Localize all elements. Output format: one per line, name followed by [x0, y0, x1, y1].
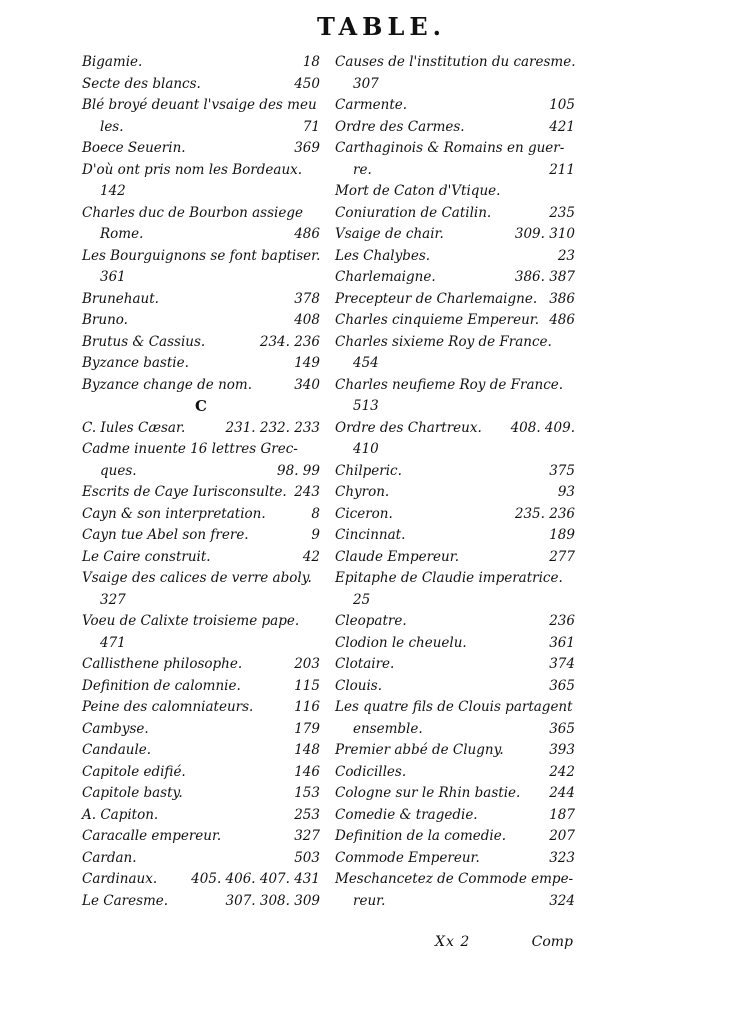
entry-text: les. [100, 118, 124, 135]
entry-page: 327 [100, 591, 126, 608]
entry-page: 71 [302, 118, 320, 135]
entry-page: 471 [100, 634, 126, 651]
entry-text: Les Chalybes. [335, 247, 431, 264]
entry-page: 203 [294, 656, 320, 672]
entry-text: Cadme inuente 16 lettres Grec- [82, 441, 298, 457]
index-entry [335, 762, 575, 784]
entry-text: Cambyse. [82, 720, 149, 737]
index-entry [335, 740, 575, 762]
entry-text: Epitaphe de Claudie imperatrice. [335, 570, 563, 586]
index-entry [82, 740, 320, 762]
entry-text: Vsaige des calices de verre aboly. [82, 570, 312, 586]
entry-text: C. Iules Cæsar. [82, 419, 186, 436]
index-entry [82, 891, 320, 913]
entry-text: Chilperic. [335, 462, 402, 479]
index-entry [335, 461, 575, 483]
index-entry [82, 482, 320, 504]
entry-text: Charles neufieme Roy de France. [335, 376, 564, 393]
index-entry [82, 633, 320, 655]
entry-text: Blé broyé deuant l'vsaige des meu [82, 97, 317, 113]
entry-text: Meschancetez de Commode empe- [335, 871, 574, 887]
index-entry [335, 805, 575, 827]
index-entry [335, 138, 575, 160]
entry-page: 405. 406. 407. 431 [191, 871, 320, 887]
entry-text: Claude Empereur. [335, 548, 459, 565]
entry-text: Cologne sur le Rhin bastie. [335, 785, 521, 801]
entry-page: 309. 310 [514, 226, 575, 242]
entry-page: 277 [549, 548, 575, 565]
index-entry [82, 590, 320, 612]
index-entry [335, 719, 575, 741]
entry-page: 408. 409. [510, 419, 575, 436]
entry-text: Capitole basty. [82, 785, 183, 801]
entry-text: Brunehaut. [82, 290, 159, 307]
entry-page: 179 [294, 720, 320, 737]
entry-text: reur. [353, 892, 386, 909]
entry-page: 93 [557, 484, 575, 500]
entry-text: Boece Seuerin. [82, 140, 186, 156]
index-entry [335, 375, 575, 397]
entry-page: 327 [294, 828, 320, 844]
entry-text: Clotaire. [335, 656, 395, 672]
index-entry [335, 869, 575, 891]
entry-text: Premier abbé de Clugny. [335, 742, 504, 758]
index-entry [82, 783, 320, 805]
entry-page: 421 [549, 118, 575, 135]
entry-page: 365 [549, 677, 575, 694]
entry-page: 25 [353, 591, 371, 608]
index-entry [82, 267, 320, 289]
entry-page: 323 [549, 849, 575, 866]
entry-page: 142 [100, 183, 126, 199]
entry-page: 242 [549, 763, 575, 780]
index-entry [82, 568, 320, 590]
section-letter [82, 396, 320, 418]
entry-page: 105 [549, 97, 575, 113]
entry-page: 408 [294, 312, 320, 328]
signature-mark: Xx 2 [435, 934, 471, 950]
entry-page: 235. 236 [514, 505, 575, 522]
entry-page: 378 [294, 290, 320, 307]
entry-page: 115 [294, 677, 320, 694]
index-entry [82, 181, 320, 203]
entry-page: 307 [353, 75, 379, 92]
entry-page: 243 [294, 484, 320, 500]
index-entry [82, 375, 320, 397]
entry-text: Coniuration de Catilin. [335, 204, 492, 221]
index-entry [82, 310, 320, 332]
entry-page: 149 [294, 355, 320, 371]
entry-text: Byzance bastie. [82, 355, 189, 371]
entry-text: Clouis. [335, 677, 383, 694]
index-entry [82, 95, 320, 117]
index-entry [82, 117, 320, 139]
entry-text: Cardinaux. [82, 871, 158, 887]
entry-page: 23 [557, 247, 575, 264]
index-entry [335, 246, 575, 268]
index-entry [335, 267, 575, 289]
entry-text: Byzance change de nom. [82, 376, 253, 393]
index-entry [335, 396, 575, 418]
entry-text: Vsaige de chair. [335, 226, 444, 242]
index-entry [335, 310, 575, 332]
entry-text: Carmente. [335, 97, 408, 113]
entry-page: 361 [549, 634, 575, 651]
entry-text: Definition de calomnie. [82, 677, 241, 694]
entry-text: Cardan. [82, 849, 137, 866]
entry-text: Caracalle empereur. [82, 828, 222, 844]
index-entry [335, 418, 575, 440]
entry-page: 153 [294, 785, 320, 801]
entry-text: Candaule. [82, 742, 152, 758]
index-entry [335, 654, 575, 676]
entry-text: Ordre des Chartreux. [335, 419, 482, 436]
index-entry [335, 826, 575, 848]
entry-page: 253 [294, 806, 320, 823]
index-entry [82, 805, 320, 827]
index-entry [82, 353, 320, 375]
entry-page: 235 [549, 204, 575, 221]
entry-text: re. [353, 161, 372, 178]
entry-text: D'où ont pris nom les Bordeaux. [82, 161, 303, 178]
index-entry [335, 547, 575, 569]
index-entry [335, 332, 575, 354]
entry-text: Les Bourguignons se font baptiser. [82, 247, 321, 264]
left-column [82, 52, 320, 912]
entry-text: Precepteur de Charlemaigne. [335, 290, 538, 307]
index-entry [335, 181, 575, 203]
entry-page: 513 [353, 398, 379, 414]
entry-page: 374 [549, 656, 575, 672]
index-entry [335, 676, 575, 698]
index-entry [82, 654, 320, 676]
entry-page: 189 [549, 527, 575, 543]
entry-page: 386. 387 [514, 269, 575, 285]
entry-page: 393 [549, 742, 575, 758]
entry-text: Causes de l'institution du caresme. [335, 54, 576, 70]
entry-text: Rome. [100, 226, 144, 242]
index-entry [335, 848, 575, 870]
entry-text: Charlemaigne. [335, 269, 436, 285]
entry-page: 410 [353, 441, 379, 457]
index-entry [335, 95, 575, 117]
index-entry [82, 697, 320, 719]
entry-page: 231. 232. 233 [225, 419, 320, 436]
index-entry [82, 525, 320, 547]
entry-text: Cleopatre. [335, 613, 407, 629]
entry-page: 244 [549, 785, 575, 801]
entry-text: Escrits de Caye Iurisconsulte. [82, 484, 287, 500]
index-entry [82, 246, 320, 268]
index-entry [335, 203, 575, 225]
entry-page: 236 [549, 613, 575, 629]
index-entry [82, 439, 320, 461]
index-entry [335, 160, 575, 182]
index-entry [82, 611, 320, 633]
entry-text: C [195, 397, 207, 415]
entry-text: Secte des blancs. [82, 75, 201, 92]
entry-text: Peine des calomniateurs. [82, 699, 254, 715]
entry-page: 454 [353, 355, 379, 371]
entry-page: 386 [549, 290, 575, 307]
entry-text: Le Caire construit. [82, 548, 211, 565]
index-entry [82, 719, 320, 741]
index-entry [335, 633, 575, 655]
index-entry [335, 439, 575, 461]
index-entry [82, 289, 320, 311]
entry-text: Charles sixieme Roy de France. [335, 333, 552, 350]
entry-page: 486 [294, 226, 320, 242]
entry-page: 369 [294, 140, 320, 156]
index-entry [335, 289, 575, 311]
entry-page: 450 [294, 75, 320, 92]
index-entry [335, 568, 575, 590]
entry-text: Voeu de Calixte troisieme pape. [82, 613, 300, 629]
entry-text: Les quatre fils de Clouis partagent [335, 699, 573, 715]
index-entry [335, 74, 575, 96]
entry-page: 361 [100, 269, 126, 285]
index-entry [82, 676, 320, 698]
entry-text: Clodion le cheuelu. [335, 634, 467, 651]
entry-text: Bigamie. [82, 54, 143, 70]
entry-text: Callisthene philosophe. [82, 656, 243, 672]
entry-page: 486 [549, 312, 575, 328]
entry-page: 307. 308. 309 [225, 892, 320, 909]
index-entry [335, 482, 575, 504]
index-entry [82, 332, 320, 354]
entry-text: Brutus & Cassius. [82, 333, 206, 350]
entry-page: 503 [294, 849, 320, 866]
index-entry [82, 418, 320, 440]
entry-text: Definition de la comedie. [335, 828, 506, 844]
index-entry [82, 547, 320, 569]
index-entry [335, 52, 575, 74]
entry-text: Codicilles. [335, 763, 407, 780]
index-entry [82, 869, 320, 891]
index-entry [82, 826, 320, 848]
index-entry [82, 52, 320, 74]
entry-text: Commode Empereur. [335, 849, 480, 866]
entry-page: 234. 236 [259, 333, 320, 350]
entry-page: 116 [294, 699, 320, 715]
index-entry [335, 504, 575, 526]
index-entry [335, 783, 575, 805]
index-entry [335, 611, 575, 633]
entry-text: Chyron. [335, 484, 390, 500]
entry-text: Capitole edifié. [82, 763, 186, 780]
entry-page: 211 [549, 161, 575, 178]
index-entry [82, 160, 320, 182]
entry-text: Cincinnat. [335, 527, 406, 543]
index-entry [335, 224, 575, 246]
entry-page: 187 [549, 806, 575, 823]
index-entry [82, 224, 320, 246]
entry-text: Cayn tue Abel son frere. [82, 527, 249, 543]
index-entry [82, 74, 320, 96]
index-entry [82, 762, 320, 784]
index-entry [82, 461, 320, 483]
index-entry [82, 504, 320, 526]
entry-page: 8 [311, 505, 320, 522]
index-entry [335, 891, 575, 913]
entry-text: Bruno. [82, 312, 128, 328]
right-column [335, 52, 575, 912]
entry-text: Cayn & son interpretation. [82, 505, 266, 522]
entry-page: 324 [549, 892, 575, 909]
entry-page: 146 [294, 763, 320, 780]
entry-text: A. Capiton. [82, 806, 159, 823]
index-entry [82, 848, 320, 870]
index-entry [82, 138, 320, 160]
entry-text: ques. [100, 462, 137, 479]
page-footer [335, 934, 575, 956]
index-entry [335, 590, 575, 612]
entry-text: Charles cinquieme Empereur. [335, 312, 540, 328]
entry-page: 375 [549, 462, 575, 479]
index-entry [335, 117, 575, 139]
entry-text: ensemble. [353, 720, 423, 737]
entry-text: Ordre des Carmes. [335, 118, 465, 135]
entry-text: Carthaginois & Romains en guer- [335, 140, 565, 156]
entry-text: Charles duc de Bourbon assiege [82, 204, 303, 221]
index-entry [335, 353, 575, 375]
entry-text: Comedie & tragedie. [335, 806, 478, 823]
index-entry [82, 203, 320, 225]
catchword: Comp [531, 934, 573, 950]
index-entry [335, 697, 575, 719]
entry-page: 9 [311, 527, 320, 543]
page-title: TABLE. [317, 12, 446, 41]
entry-text: Mort de Caton d'Vtique. [335, 183, 501, 199]
entry-text: Le Caresme. [82, 892, 169, 909]
entry-page: 18 [302, 54, 320, 70]
entry-page: 98. 99 [277, 462, 320, 479]
entry-page: 207 [549, 828, 575, 844]
index-entry [335, 525, 575, 547]
entry-text: Ciceron. [335, 505, 393, 522]
entry-page: 42 [302, 548, 320, 565]
entry-page: 365 [549, 720, 575, 737]
entry-page: 340 [294, 376, 320, 393]
entry-page: 148 [294, 742, 320, 758]
